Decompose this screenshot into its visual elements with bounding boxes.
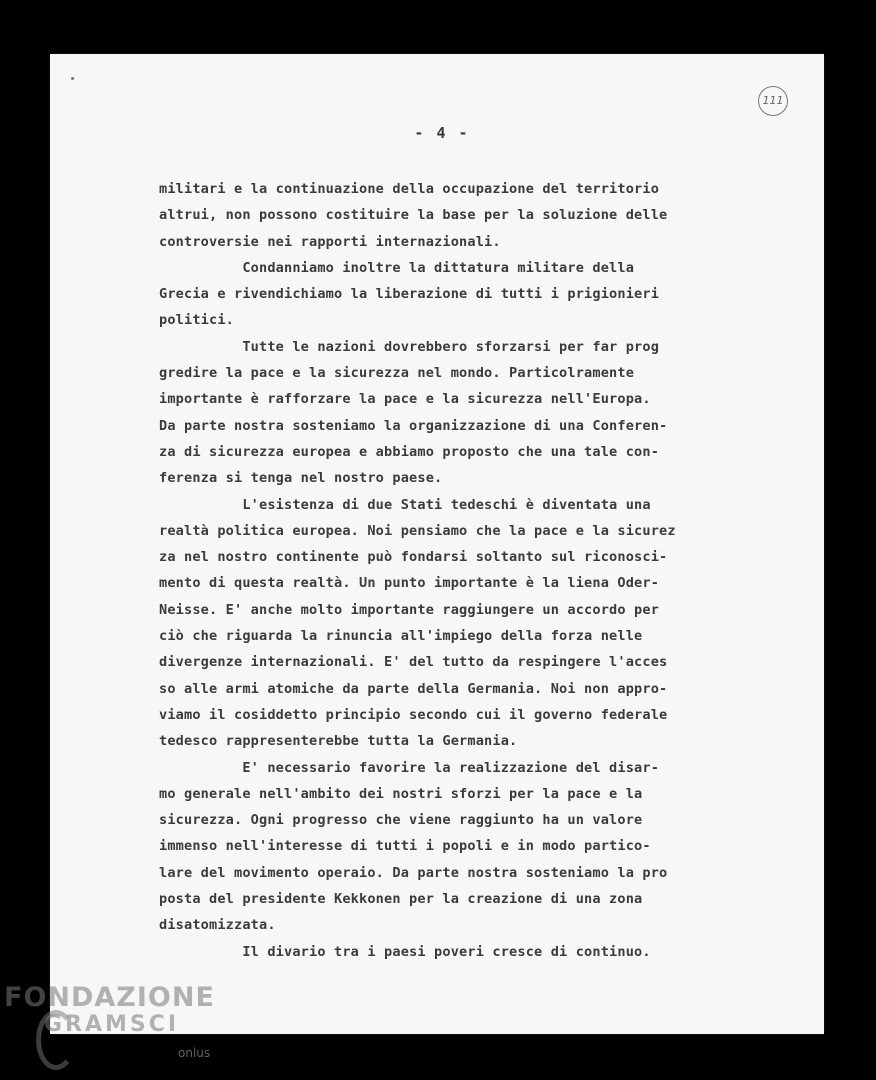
text-line: importante è rafforzare la pace e la sicurezza nell'Europa.: [159, 391, 651, 408]
text-line: Da parte nostra sosteniamo la organizzazione di una Conferen-: [159, 417, 668, 434]
watermark-onlus: onlus: [178, 1046, 211, 1060]
text-line: viamo il cosiddetto principio secondo cui il governo federale: [159, 706, 668, 723]
text-line: za nel nostro continente può fondarsi soltanto sul riconosci-: [159, 549, 668, 566]
text-line: gredire la pace e la sicurezza nel mondo. Particolramente: [159, 365, 635, 382]
text-line: mo generale nell'ambito dei nostri sforzi per la pace e la: [159, 785, 643, 802]
text-line: realtà politica europea. Noi pensiamo che la pace e la sicurez: [159, 522, 676, 539]
text-line: ferenza si tenga nel nostro paese.: [159, 470, 443, 487]
text-line: Neisse. E' anche molto importante raggiungere un accordo per: [159, 601, 660, 618]
text-line: za di sicurezza europea e abbiamo proposto che una tale con-: [159, 443, 660, 460]
text-line: tedesco rappresenterebbe tutta la Germania.: [159, 733, 518, 750]
watermark-logo-text: FONDAZIONE: [4, 982, 215, 1013]
text-line: controversie nei rapporti internazionali.: [159, 233, 501, 250]
text-line: politici.: [159, 312, 235, 329]
text-line: divergenze internazionali. E' del tutto da respingere l'acces: [159, 654, 668, 671]
text-line: so alle armi atomiche da parte della Germania. Noi non appro-: [159, 680, 668, 697]
text-line: Il divario tra i paesi poveri cresce di continuo.: [159, 943, 651, 960]
text-line: militari e la continuazione della occupazione del territorio: [159, 181, 660, 197]
text-line: immenso nell'interesse di tutti i popoli e in modo partico-: [159, 838, 651, 855]
text-line: posta del presidente Kekkonen per la creazione di una zona: [159, 891, 643, 908]
text-line: lare del movimento operaio. Da parte nostra sosteniamo la pro: [159, 864, 668, 881]
text-line: mento di questa realtà. Un punto importante è la liena Oder-: [159, 575, 660, 592]
text-line: altrui, non possono costituire la base per la soluzione delle: [159, 207, 668, 224]
text-line: Tutte le nazioni dovrebbero sforzarsi per far prog: [159, 338, 660, 355]
document-page: [50, 54, 824, 1034]
text-line: disatomizzata.: [159, 917, 276, 934]
text-line: L'esistenza di due Stati tedeschi è diventata una: [159, 496, 651, 513]
text-line: Grecia e rivendichiamo la liberazione di tutti i prigionieri: [159, 286, 660, 303]
watermark-logo-text-2: GRAMSCI: [44, 1012, 180, 1037]
text-line: E' necessario favorire la realizzazione del disar-: [159, 759, 660, 776]
corner-mark: [71, 77, 74, 80]
page-stamp: 111: [758, 86, 788, 116]
page-number: - 4 -: [414, 124, 470, 142]
text-line: Condanniamo inoltre la dittatura militare della: [159, 259, 635, 276]
text-line: sicurezza. Ogni progresso che viene raggiunto ha un valore: [159, 812, 643, 829]
text-line: ciò che riguarda la rinuncia all'impiego della forza nelle: [159, 628, 643, 645]
body-text: [159, 176, 739, 965]
